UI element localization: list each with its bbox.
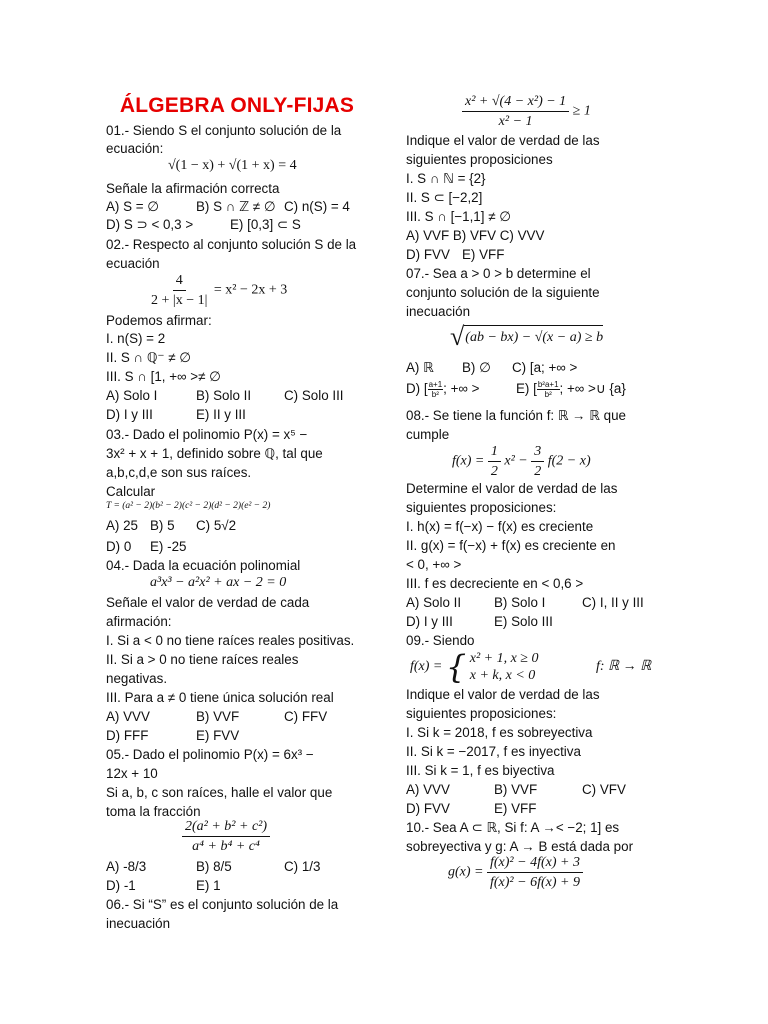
equation-6-numerator: x² + √(4 − x²) − 1: [462, 93, 569, 112]
problem-3-option-e: E) -25: [150, 539, 187, 554]
problem-10-line-2: sobreyectiva y g: A → B está dada por: [406, 839, 634, 854]
problem-9-line-3: siguientes proposiciones:: [406, 706, 557, 721]
problem-4-statement-i: I. Si a < 0 no tiene raíces reales positivas.: [106, 633, 355, 648]
problem-7-option-b: B) ∅: [462, 360, 491, 375]
problem-7-line-3: inecuación: [406, 304, 471, 319]
problem-3-line-2: 3x² + x + 1, definido sobre ℚ, tal que: [106, 446, 323, 461]
problem-8-option-d: D) I y III: [406, 614, 453, 629]
problem-7-option-a: A) ℝ: [406, 360, 434, 375]
equation-9-case-1: x² + 1, x ≥ 0: [469, 651, 539, 666]
problem-3-line-4: Calcular: [106, 484, 156, 499]
problem-2-option-d: D) I y III: [106, 407, 153, 422]
problem-3-option-d: D) 0: [106, 539, 132, 554]
problem-6-line-2: inecuación: [106, 916, 171, 931]
problem-8-line-1: 08.- Se tiene la función f: ℝ → ℝ que: [406, 408, 626, 423]
problem-2-statement-iii: III. S ∩ [1, +∞ >≠ ∅: [106, 369, 221, 384]
equation-2-rhs: = x² − 2x + 3: [213, 282, 288, 298]
equation-8-lhs: f(x) =: [452, 453, 485, 469]
term-1-denominator: 2: [490, 464, 498, 479]
problem-6-line-3: Indique el valor de verdad de las: [406, 133, 600, 148]
equation-9-case-2: x + k, x < 0: [469, 668, 536, 683]
problem-2-option-c: C) Solo III: [284, 388, 344, 403]
option-e-numerator: b²a+1: [537, 380, 559, 389]
problem-1-line-1: 01.- Siendo S el conjunto solución de la: [106, 123, 342, 138]
problem-6-options-abc: A) VVF B) VFV C) VVV: [406, 228, 545, 243]
problem-9-option-a: A) VVV: [406, 782, 450, 797]
problem-9-line-1: 09.- Siendo: [406, 633, 475, 648]
problem-3-option-c: C) 5√2: [196, 518, 237, 533]
problem-7-option-e-fraction: [537, 380, 560, 399]
equation-2: [148, 272, 287, 309]
equation-8-middle: x² −: [504, 453, 528, 469]
problem-2-line-1: 02.- Respecto al conjunto solución S de la: [106, 237, 357, 252]
equation-6: [462, 93, 591, 130]
problem-7-line-1: 07.- Sea a > 0 > b determine el: [406, 266, 591, 281]
equation-5: [182, 818, 270, 855]
equation-8: [452, 443, 591, 480]
problem-9-option-e: E) VFF: [494, 801, 537, 816]
problem-7-option-e: [516, 380, 626, 399]
problem-2-option-a: A) Solo I: [106, 388, 158, 403]
problem-1-option-d: D) S ⊃ < 0,3 >: [106, 217, 194, 232]
problem-5-option-d: D) -1: [106, 878, 136, 893]
problem-4-option-a: A) VVV: [106, 709, 150, 724]
problem-4-line-3: afirmación:: [106, 614, 172, 629]
equation-5-denominator: a⁴ + b⁴ + c⁴: [192, 839, 260, 854]
problem-4-line-2: Señale el valor de verdad de cada: [106, 595, 310, 610]
problem-3-option-b: B) 5: [150, 518, 175, 533]
equation-1-text: √(1 − x) + √(1 + x) = 4: [168, 158, 297, 173]
equation-10-lhs: g(x) =: [448, 864, 484, 880]
equation-10-denominator: f(x)² − 6f(x) + 9: [490, 875, 580, 890]
problem-4-option-d: D) FFF: [106, 728, 149, 743]
problem-5-option-c: C) 1/3: [284, 859, 321, 874]
equation-7-radicand: (ab − bx) − √(x − a) ≥ b: [464, 325, 603, 345]
problem-6-line-4: siguientes proposiciones: [406, 152, 553, 167]
problem-3-option-a: A) 25: [106, 518, 139, 533]
equation-7: [450, 322, 603, 352]
problem-8-line-2: cumple: [406, 427, 450, 442]
problem-7-option-d-fraction: [428, 380, 444, 399]
problem-8-option-b: B) Solo I: [494, 595, 546, 610]
problem-5-line-3: Si a, b, c son raíces, halle el valor que: [106, 785, 333, 800]
problem-4-statement-iii: III. Para a ≠ 0 tiene única solución real: [106, 690, 334, 705]
problem-1-line-2: ecuación:: [106, 141, 164, 156]
problem-6-statement-i: I. S ∩ ℕ = {2}: [406, 171, 486, 186]
problem-8-option-e: E) Solo III: [494, 614, 553, 629]
problem-3-line-1: 03.- Dado el polinomio P(x) = x⁵ −: [106, 427, 308, 442]
problem-6-statement-ii: II. S ⊂ [−2,2]: [406, 190, 483, 205]
problem-9-statement-ii: II. Si k = −2017, f es inyectiva: [406, 744, 581, 759]
problem-1-option-b: B) S ∩ ℤ ≠ ∅: [196, 199, 276, 214]
problem-7-option-d: [406, 380, 480, 399]
term-1-numerator: 1: [488, 443, 501, 462]
problem-5-option-e: E) 1: [196, 878, 221, 893]
problem-7-line-2: conjunto solución de la siguiente: [406, 285, 600, 300]
problem-5-line-1: 05.- Dado el polinomio P(x) = 6x³ −: [106, 747, 314, 762]
problem-3-line-3: a,b,c,d,e son sus raíces.: [106, 465, 252, 480]
problem-3-expression: T = (a² − 2)(b² − 2)(c² − 2)(d² − 2)(e² − 2): [106, 501, 271, 511]
equation-10: [448, 854, 583, 891]
problem-9-option-b: B) VVF: [494, 782, 538, 797]
problem-8-statement-i: I. h(x) = f(−x) − f(x) es creciente: [406, 519, 594, 534]
problem-5-option-b: B) 8/5: [196, 859, 232, 874]
problem-4-line-1: 04.- Dada la ecuación polinomial: [106, 558, 301, 573]
problem-4-option-e: E) FVV: [196, 728, 240, 743]
problem-4-statement-ii-cont: negativas.: [106, 671, 168, 686]
problem-10-line-1: 10.- Sea A ⊂ ℝ, Si f: A →< −2; 1] es: [406, 820, 620, 835]
equation-10-fraction: [487, 854, 583, 891]
equation-9: [410, 650, 539, 684]
problem-8-option-c: C) I, II y III: [582, 595, 644, 610]
problem-7-option-e-label: E) [: [516, 381, 537, 397]
equation-2-numerator: 4: [173, 272, 186, 291]
problem-9-statement-iii: III. Si k = 1, f es biyectiva: [406, 763, 555, 778]
equation-9-mapping: f: ℝ → ℝ: [596, 659, 652, 674]
problem-8-statement-ii: II. g(x) = f(−x) + f(x) es creciente en: [406, 538, 616, 553]
problem-8-line-4: siguientes proposiciones:: [406, 500, 557, 515]
problem-7-option-e-tail: ; +∞ >∪ {a}: [559, 381, 626, 397]
radical-sign-icon: √: [450, 322, 465, 351]
equation-6-rhs: ≥ 1: [572, 103, 591, 119]
problem-6-option-d: D) FVV: [406, 247, 450, 262]
equation-2-denominator: 2 + |x − 1|: [151, 293, 208, 308]
equation-10-numerator: f(x)² − 4f(x) + 3: [487, 854, 583, 873]
problem-6-option-e: E) VFF: [462, 247, 505, 262]
problem-2-statement-i: I. n(S) = 2: [106, 331, 166, 346]
problem-9-line-2: Indique el valor de verdad de las: [406, 687, 600, 702]
problem-2-statement-ii: II. S ∩ ℚ⁻ ≠ ∅: [106, 350, 191, 365]
problem-8-statement-ii-cont: < 0, +∞ >: [406, 557, 462, 572]
problem-8-line-3: Determine el valor de verdad de las: [406, 481, 618, 496]
problem-1-instruction: Señale la afirmación correcta: [106, 181, 280, 196]
option-d-numerator: a+1: [428, 380, 443, 389]
problem-9-option-c: C) VFV: [582, 782, 626, 797]
option-d-denominator: b²: [431, 390, 439, 399]
problem-7-option-c: C) [a; +∞ >: [512, 360, 578, 375]
equation-8-term-2: [531, 443, 544, 480]
problem-4-statement-ii: II. Si a > 0 no tiene raíces reales: [106, 652, 299, 667]
term-2-denominator: 2: [534, 464, 542, 479]
equation-6-fraction: [462, 93, 569, 130]
equation-8-term-1: [488, 443, 501, 480]
problem-7-option-d-tail: ; +∞ >: [443, 381, 480, 397]
problem-5-option-a: A) -8/3: [106, 859, 147, 874]
problem-1-option-e: E) [0,3] ⊂ S: [230, 217, 301, 232]
problem-4-option-c: C) FFV: [284, 709, 328, 724]
option-e-denominator: b²: [544, 390, 552, 399]
problem-9-statement-i: I. Si k = 2018, f es sobreyectiva: [406, 725, 593, 740]
problem-6-line-1: 06.- Si “S” es el conjunto solución de la: [106, 897, 339, 912]
problem-2-option-b: B) Solo II: [196, 388, 252, 403]
equation-9-lhs: f(x) =: [410, 659, 443, 675]
problem-8-option-a: A) Solo II: [406, 595, 462, 610]
problem-5-line-4: toma la fracción: [106, 804, 201, 819]
problem-5-line-2: 12x + 10: [106, 766, 158, 781]
problem-2-option-e: E) II y III: [196, 407, 246, 422]
problem-9-option-d: D) FVV: [406, 801, 450, 816]
problem-7-option-d-label: D) [: [406, 381, 428, 397]
equation-9-cases: [470, 650, 539, 684]
document-title: ÁLGEBRA ONLY-FIJAS: [119, 94, 355, 117]
equation-4: a³x³ − a²x² + ax − 2 = 0: [150, 575, 287, 590]
left-brace-icon: {: [445, 648, 467, 686]
term-2-numerator: 3: [531, 443, 544, 462]
problem-4-option-b: B) VVF: [196, 709, 240, 724]
problem-6-statement-iii: III. S ∩ [−1,1] ≠ ∅: [406, 209, 511, 224]
problem-8-statement-iii: III. f es decreciente en < 0,6 >: [406, 576, 584, 591]
equation-8-end: f(2 − x): [547, 453, 591, 469]
problem-1-option-a: A) S = ∅: [106, 199, 159, 214]
equation-2-fraction: [148, 272, 210, 309]
equation-5-fraction: [182, 818, 270, 855]
problem-2-instruction: Podemos afirmar:: [106, 313, 212, 328]
equation-1: [168, 158, 297, 174]
problem-1-option-c: C) n(S) = 4: [284, 199, 350, 214]
problem-2-line-2: ecuación: [106, 256, 160, 271]
equation-6-denominator: x² − 1: [498, 114, 533, 129]
equation-5-numerator: 2(a² + b² + c²): [182, 818, 270, 837]
